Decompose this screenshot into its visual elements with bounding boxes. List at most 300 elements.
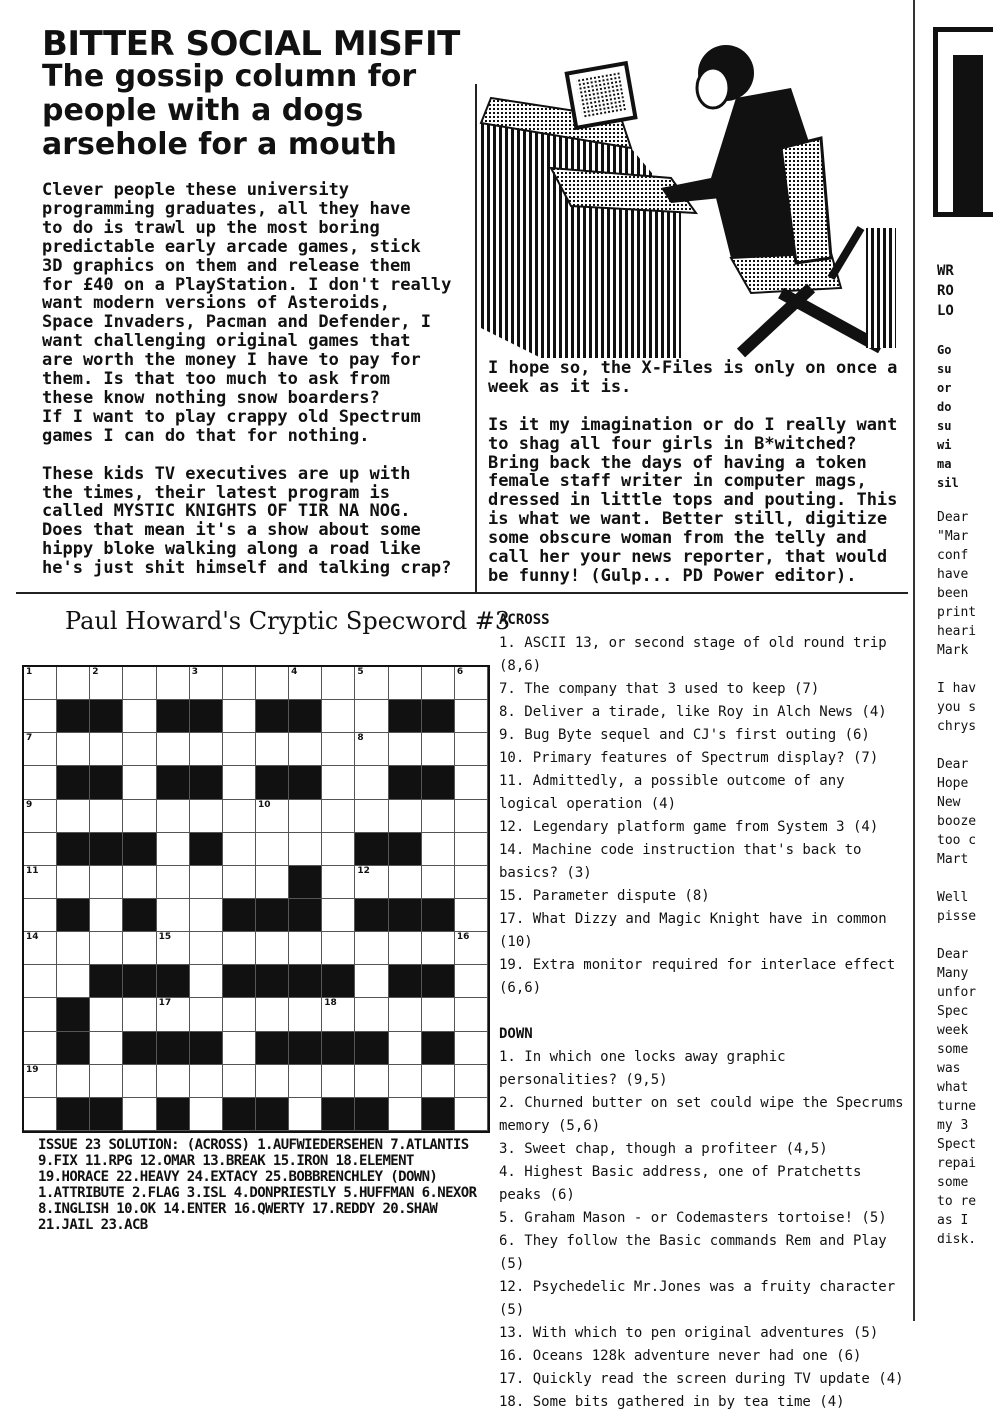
crossword-cell[interactable] xyxy=(190,998,223,1031)
crossword-block xyxy=(389,833,422,866)
crossword-cell[interactable] xyxy=(190,866,223,899)
adjacent-text-fragment: print xyxy=(937,605,977,620)
crossword-cell[interactable] xyxy=(322,700,355,733)
crossword-block xyxy=(190,700,223,733)
crossword-cell[interactable] xyxy=(123,667,156,700)
crossword-cell[interactable] xyxy=(322,667,355,700)
crossword-cell[interactable] xyxy=(455,998,488,1031)
adjacent-text-fragment: repai xyxy=(937,1156,977,1171)
crossword-cell[interactable] xyxy=(389,998,422,1031)
crossword-clue: 8. Deliver a tirade, like Roy in Alch News (4) xyxy=(499,704,887,720)
adjacent-text-fragment: have xyxy=(937,567,969,582)
crossword-cell[interactable] xyxy=(422,932,455,965)
crossword-cell[interactable] xyxy=(256,667,289,700)
adjacent-heading-fragment: LO xyxy=(937,303,954,319)
crossword-block xyxy=(90,766,123,799)
crossword-cell[interactable] xyxy=(57,800,90,833)
crossword-cell[interactable] xyxy=(90,733,123,766)
crossword-block xyxy=(57,1032,90,1065)
crossword-cell[interactable] xyxy=(355,800,388,833)
crossword-cell[interactable] xyxy=(289,1098,322,1131)
crossword-block xyxy=(223,1098,256,1131)
clue-number: 12 xyxy=(357,865,370,876)
adjacent-text-fragment: as I xyxy=(937,1213,969,1228)
crossword-block xyxy=(389,899,422,932)
crossword-block xyxy=(355,833,388,866)
crossword-cell[interactable] xyxy=(90,1065,123,1098)
crossword-cell[interactable] xyxy=(157,932,190,965)
crossword-cell[interactable] xyxy=(123,1098,156,1131)
crossword-cell[interactable] xyxy=(57,1065,90,1098)
crossword-cell[interactable] xyxy=(24,766,57,799)
column-headline: BITTER SOCIAL MISFIT xyxy=(42,24,460,64)
crossword-cell[interactable] xyxy=(24,1032,57,1065)
clue-number: 14 xyxy=(26,932,39,943)
clue-number: 15 xyxy=(158,932,172,943)
crossword-cell[interactable] xyxy=(455,1065,488,1098)
clue-number: 3 xyxy=(191,667,198,677)
adjacent-subheading-fragment: sil xyxy=(937,476,959,490)
crossword-cell[interactable] xyxy=(355,998,388,1031)
crossword-block xyxy=(355,1032,388,1065)
crossword-cell[interactable] xyxy=(355,733,388,766)
crossword-cell[interactable] xyxy=(157,667,190,700)
crossword-block xyxy=(57,899,90,932)
crossword-cell[interactable] xyxy=(389,1032,422,1065)
adjacent-text-fragment: Mark xyxy=(937,643,969,658)
crossword-block xyxy=(322,965,355,998)
crossword-cell[interactable] xyxy=(223,1032,256,1065)
adjacent-text-fragment: Many xyxy=(937,966,969,981)
crossword-cell[interactable] xyxy=(223,667,256,700)
crossword-block xyxy=(256,700,289,733)
crossword-cell[interactable] xyxy=(389,667,422,700)
crossword-block xyxy=(289,965,322,998)
crossword-cell[interactable] xyxy=(57,932,90,965)
clue-number: 1 xyxy=(26,667,33,677)
crossword-block xyxy=(90,965,123,998)
crossword-block xyxy=(157,700,190,733)
crossword-clue: 16. Oceans 128k adventure never had one (6) xyxy=(499,1348,862,1364)
crossword-cell[interactable] xyxy=(422,998,455,1031)
crossword-cell[interactable] xyxy=(355,932,388,965)
crossword-cell[interactable] xyxy=(455,766,488,799)
crossword-cell[interactable] xyxy=(123,733,156,766)
man-at-computer-illustration xyxy=(481,28,911,356)
crossword-cell[interactable] xyxy=(123,932,156,965)
across-heading: ACROSS xyxy=(499,612,550,628)
crossword-cell[interactable] xyxy=(90,998,123,1031)
previous-solution: ISSUE 23 SOLUTION: (ACROSS) 1.AUFWIEDERSEHEN 7.ATLANTIS 9.FIX 11.RPG 12.OMAR 13.BREAK 15.IRON 18.ELEMENT 19.HORACE 22.HEAVY 24.EXTACY 25.BOBBRENCHLEY (DOWN) 1.ATTRIBUTE 2.FLAG 3.ISL 4.DONPRIESTLY 5.HUFFMAN 6.NEXOR 8.INGLISH 10.OK 14.ENTER 16.QWERTY 17.REDDY 20.SHAW 21.JAIL 23.ACB xyxy=(38,1137,477,1233)
crossword-clue: 12. Psychedelic Mr.Jones was a fruity character (5) xyxy=(499,1279,896,1318)
crossword-cell[interactable] xyxy=(24,733,57,766)
crossword-block xyxy=(289,1032,322,1065)
crossword-cell[interactable] xyxy=(322,833,355,866)
crossword-cell[interactable] xyxy=(455,733,488,766)
adjacent-subheading-fragment: su xyxy=(937,362,952,376)
crossword-cell[interactable] xyxy=(389,866,422,899)
crossword-clue: 1. ASCII 13, or second stage of old round trip (8,6) xyxy=(499,635,887,674)
crossword-cell[interactable] xyxy=(24,833,57,866)
crossword-block xyxy=(422,1098,455,1131)
crossword-block xyxy=(223,899,256,932)
crossword-block xyxy=(289,700,322,733)
crossword-cell[interactable] xyxy=(455,667,488,700)
crossword-clue: 12. Legendary platform game from System 3 (4) xyxy=(499,819,879,835)
crossword-cell[interactable] xyxy=(223,998,256,1031)
crossword-cell[interactable] xyxy=(355,1065,388,1098)
crossword-block xyxy=(422,766,455,799)
crossword-cell[interactable] xyxy=(157,899,190,932)
crossword-clue: 4. Highest Basic address, one of Pratchetts peaks (6) xyxy=(499,1164,862,1203)
adjacent-text-fragment: been xyxy=(937,586,969,601)
crossword-block xyxy=(256,766,289,799)
crossword-cell[interactable] xyxy=(123,800,156,833)
crossword-cell[interactable] xyxy=(157,866,190,899)
column-subheading: The gossip column for people with a dogs arsehole for a mouth xyxy=(42,59,417,162)
crossword-cell[interactable] xyxy=(90,667,123,700)
crossword-cell[interactable] xyxy=(389,1098,422,1131)
clue-number: 16 xyxy=(456,932,470,943)
clue-number: 11 xyxy=(26,865,39,876)
crossword-block xyxy=(322,1098,355,1131)
adjacent-text-fragment: New xyxy=(937,795,961,810)
crossword-cell[interactable] xyxy=(289,733,322,766)
crossword-clue: 1. In which one locks away graphic personalities? (9,5) xyxy=(499,1049,786,1088)
crossword-cell[interactable] xyxy=(322,766,355,799)
crossword-cell[interactable] xyxy=(322,1065,355,1098)
crossword-cell[interactable] xyxy=(422,800,455,833)
down-heading: DOWN xyxy=(499,1026,533,1042)
section-divider xyxy=(16,592,908,594)
crossword-cell[interactable] xyxy=(455,899,488,932)
crossword-block xyxy=(389,700,422,733)
adjacent-text-fragment: turne xyxy=(937,1099,977,1114)
adjacent-heading-fragment: RO xyxy=(937,283,954,299)
crossword-cell[interactable] xyxy=(355,667,388,700)
crossword-block xyxy=(157,1098,190,1131)
adjacent-subheading-fragment: or xyxy=(937,381,952,395)
crossword-cell[interactable] xyxy=(90,866,123,899)
crossword-cell[interactable] xyxy=(422,833,455,866)
crossword-block xyxy=(57,833,90,866)
crossword-cell[interactable] xyxy=(24,667,57,700)
adjacent-subheading-fragment: Go xyxy=(937,343,952,357)
crossword-cell[interactable] xyxy=(90,800,123,833)
crossword-clues xyxy=(499,609,909,1414)
crossword-cell[interactable] xyxy=(223,833,256,866)
crossword-cell[interactable] xyxy=(24,932,57,965)
crossword-clue: 3. Sweet chap, though a profiteer (4,5) xyxy=(499,1141,828,1157)
crossword-cell[interactable] xyxy=(455,932,488,965)
adjacent-subheading-fragment: su xyxy=(937,419,952,433)
crossword-cell[interactable] xyxy=(355,700,388,733)
crossword-cell[interactable] xyxy=(289,833,322,866)
adjacent-subheading-fragment: do xyxy=(937,400,952,414)
crossword-cell[interactable] xyxy=(123,866,156,899)
crossword-title: Paul Howard's Cryptic Specword #3 xyxy=(65,607,511,635)
adjacent-text-fragment: to re xyxy=(937,1194,977,1209)
adjacent-page-edge xyxy=(913,0,977,1321)
crossword-block xyxy=(289,866,322,899)
adjacent-text-fragment: I hav xyxy=(937,681,977,696)
clue-number: 13 xyxy=(257,898,271,909)
clue-number: 19 xyxy=(26,1064,39,1075)
crossword-block xyxy=(355,1098,388,1131)
crossword-clue: 6. They follow the Basic commands Rem and Play (5) xyxy=(499,1233,887,1272)
adjacent-text-fragment: "Mar xyxy=(937,529,969,544)
crossword-cell[interactable] xyxy=(256,1065,289,1098)
crossword-block xyxy=(322,1032,355,1065)
crossword-block xyxy=(256,1098,289,1131)
adjacent-text-fragment: chrys xyxy=(937,719,977,734)
crossword-cell[interactable] xyxy=(190,667,223,700)
crossword-block xyxy=(422,965,455,998)
crossword-cell[interactable] xyxy=(322,932,355,965)
crossword-block xyxy=(223,965,256,998)
crossword-block xyxy=(422,899,455,932)
crossword-cell[interactable] xyxy=(223,766,256,799)
crossword-cell[interactable] xyxy=(190,733,223,766)
crossword-clue: 7. The company that 3 used to keep (7) xyxy=(499,681,820,697)
crossword-cell[interactable] xyxy=(389,932,422,965)
crossword-block xyxy=(256,965,289,998)
crossword-block xyxy=(389,766,422,799)
crossword-grid xyxy=(22,665,490,1133)
crossword-cell[interactable] xyxy=(455,700,488,733)
crossword-block xyxy=(289,899,322,932)
crossword-cell[interactable] xyxy=(422,1065,455,1098)
left-column-text: Clever people these university programming graduates, all they have to do is trawl up the most boring predictable early arcade games, stick 3D graphics on them and release them for £40 on a PlayStation. I don't really want modern versions of Asteroids, Space Invaders, Pacman and Defender, I want challenging original games that are worth the money I have to pay for them. Is that too much to ask from these know nothing snow boarders? If I want to play crappy old Spectrum games I can do that for nothing. These kids TV executives are up with the times, their latest program is called MYSTIC KNIGHTS OF TIR NA NOG. Does that mean it's a show about some hippy bloke walking along a road like he's just shit himself and talking crap? xyxy=(42,180,452,579)
crossword-cell[interactable] xyxy=(223,800,256,833)
crossword-cell[interactable] xyxy=(223,1065,256,1098)
crossword-cell[interactable] xyxy=(190,800,223,833)
right-column-text: I hope so, the X-Files is only on once a week as it is. Is it my imagination or do I really want to shag all four girls in B*witched? Bring back the days of having a token female staff writer in computer mags, dressed in little tops and pouting. This is what we want. Better still, digitize some obscure woman from the telly and call her your news reporter, that would be funny! (Gulp... PD Power editor). xyxy=(488,358,898,586)
crossword-cell[interactable] xyxy=(455,1032,488,1065)
crossword-cell[interactable] xyxy=(256,932,289,965)
crossword-clue: 13. With which to pen original adventures (5) xyxy=(499,1325,879,1341)
crossword-cell[interactable] xyxy=(57,667,90,700)
crossword-cell[interactable] xyxy=(157,833,190,866)
adjacent-text-fragment: disk. xyxy=(937,1232,977,1247)
crossword-cell[interactable] xyxy=(289,667,322,700)
crossword-cell[interactable] xyxy=(289,800,322,833)
crossword-block xyxy=(90,1098,123,1131)
crossword-cell[interactable] xyxy=(157,733,190,766)
crossword-cell[interactable] xyxy=(123,700,156,733)
column-divider xyxy=(475,84,477,592)
adjacent-text-fragment: some xyxy=(937,1175,969,1190)
crossword-cell[interactable] xyxy=(190,1065,223,1098)
crossword-cell[interactable] xyxy=(355,866,388,899)
crossword-cell[interactable] xyxy=(256,800,289,833)
crossword-cell[interactable] xyxy=(90,899,123,932)
crossword-cell[interactable] xyxy=(322,800,355,833)
crossword-cell[interactable] xyxy=(422,733,455,766)
crossword-cell[interactable] xyxy=(455,800,488,833)
crossword-clue: 2. Churned butter on set could wipe the Specrums memory (5,6) xyxy=(499,1095,904,1134)
crossword-cell[interactable] xyxy=(223,700,256,733)
crossword-cell[interactable] xyxy=(24,998,57,1031)
crossword-cell[interactable] xyxy=(455,965,488,998)
adjacent-text-fragment: Dear xyxy=(937,510,969,525)
adjacent-text-fragment: unfor xyxy=(937,985,977,1000)
crossword-clue: 5. Graham Mason - or Codemasters tortoise! (5) xyxy=(499,1210,887,1226)
crossword-cell[interactable] xyxy=(322,866,355,899)
crossword-cell[interactable] xyxy=(455,833,488,866)
crossword-cell[interactable] xyxy=(256,998,289,1031)
crossword-cell[interactable] xyxy=(223,866,256,899)
clue-number: 7 xyxy=(26,733,33,744)
crossword-block xyxy=(123,899,156,932)
crossword-cell[interactable] xyxy=(57,866,90,899)
crossword-cell[interactable] xyxy=(256,733,289,766)
crossword-clue: 14. Machine code instruction that's back to basics? (3) xyxy=(499,842,862,881)
crossword-block xyxy=(57,766,90,799)
crossword-block xyxy=(57,998,90,1031)
clue-number: 5 xyxy=(357,667,364,677)
adjacent-text-fragment: Hope xyxy=(937,776,969,791)
adjacent-text-fragment: Dear xyxy=(937,757,969,772)
crossword-block xyxy=(256,899,289,932)
adjacent-text-fragment: you s xyxy=(937,700,977,715)
crossword-clue: 17. Quickly read the screen during TV update (4) xyxy=(499,1371,904,1387)
crossword-block xyxy=(57,1098,90,1131)
adjacent-text-fragment: Spect xyxy=(937,1137,977,1152)
adjacent-text-fragment: Mart xyxy=(937,852,969,867)
crossword-cell[interactable] xyxy=(322,899,355,932)
clue-number: 8 xyxy=(357,733,364,744)
adjacent-text-fragment: Well xyxy=(937,890,969,905)
crossword-clue: 9. Bug Byte sequel and CJ's first outing (6) xyxy=(499,727,870,743)
adjacent-subheading-fragment: ma xyxy=(937,457,952,471)
crossword-block xyxy=(90,833,123,866)
adjacent-subheading-fragment: wi xyxy=(937,438,952,452)
crossword-cell[interactable] xyxy=(157,1065,190,1098)
adjacent-text-fragment: week xyxy=(937,1023,969,1038)
crossword-cell[interactable] xyxy=(90,932,123,965)
crossword-cell[interactable] xyxy=(289,932,322,965)
clue-number: 9 xyxy=(26,799,33,810)
crossword-cell[interactable] xyxy=(355,766,388,799)
crossword-clue: 19. Extra monitor required for interlace effect (6,6) xyxy=(499,957,896,996)
crossword-clue: 18. Some bits gathered in by tea time (4) xyxy=(499,1394,845,1410)
crossword-cell[interactable] xyxy=(190,1098,223,1131)
clue-number: 17 xyxy=(158,998,172,1009)
crossword-block xyxy=(355,899,388,932)
crossword-cell[interactable] xyxy=(24,700,57,733)
crossword-cell[interactable] xyxy=(256,866,289,899)
crossword-cell[interactable] xyxy=(190,965,223,998)
crossword-cell[interactable] xyxy=(455,1098,488,1131)
crossword-cell[interactable] xyxy=(223,932,256,965)
adjacent-text-fragment: Spec xyxy=(937,1004,969,1019)
adjacent-text-fragment: conf xyxy=(937,548,969,563)
crossword-block xyxy=(157,965,190,998)
clue-number: 18 xyxy=(324,998,337,1009)
crossword-cell[interactable] xyxy=(190,932,223,965)
crossword-block xyxy=(123,965,156,998)
crossword-cell[interactable] xyxy=(322,733,355,766)
crossword-block xyxy=(57,700,90,733)
adjacent-text-fragment: was xyxy=(937,1061,961,1076)
across-clue-list xyxy=(499,632,909,1000)
crossword-cell[interactable] xyxy=(289,998,322,1031)
adjacent-text-fragment: booze xyxy=(937,814,977,829)
crossword-cell[interactable] xyxy=(157,998,190,1031)
adjacent-text-fragment: Dear xyxy=(937,947,969,962)
crossword-cell[interactable] xyxy=(157,800,190,833)
clue-number: 2 xyxy=(92,667,99,677)
crossword-cell[interactable] xyxy=(24,1098,57,1131)
crossword-block xyxy=(190,1032,223,1065)
crossword-block xyxy=(422,700,455,733)
crossword-cell[interactable] xyxy=(123,998,156,1031)
crossword-block xyxy=(123,833,156,866)
clue-number: 4 xyxy=(291,667,298,677)
adjacent-text-fragment: some xyxy=(937,1042,969,1057)
crossword-clue: 17. What Dizzy and Magic Knight have in common (10) xyxy=(499,911,887,950)
adjacent-text-fragment: what xyxy=(937,1080,969,1095)
clue-number: 6 xyxy=(456,667,464,677)
adjacent-text-fragment: too c xyxy=(937,833,977,848)
crossword-cell[interactable] xyxy=(422,866,455,899)
crossword-cell[interactable] xyxy=(223,733,256,766)
crossword-block xyxy=(157,766,190,799)
crossword-cell[interactable] xyxy=(90,1032,123,1065)
crossword-clue: 10. Primary features of Spectrum display? (7) xyxy=(499,750,879,766)
crossword-cell[interactable] xyxy=(389,800,422,833)
crossword-cell[interactable] xyxy=(123,766,156,799)
crossword-block xyxy=(389,965,422,998)
crossword-block xyxy=(90,700,123,733)
crossword-cell[interactable] xyxy=(455,866,488,899)
adjacent-text-fragment: pisse xyxy=(937,909,977,924)
adjacent-page-logo-letter xyxy=(953,55,983,215)
crossword-cell[interactable] xyxy=(422,667,455,700)
crossword-clue: 15. Parameter dispute (8) xyxy=(499,888,710,904)
crossword-block xyxy=(190,833,223,866)
crossword-cell[interactable] xyxy=(190,899,223,932)
crossword-cell[interactable] xyxy=(24,1065,57,1098)
crossword-cell[interactable] xyxy=(389,1065,422,1098)
crossword-block xyxy=(289,766,322,799)
crossword-cell[interactable] xyxy=(24,866,57,899)
crossword-cell[interactable] xyxy=(24,899,57,932)
crossword-block xyxy=(123,1032,156,1065)
down-clue-list xyxy=(499,1046,909,1414)
crossword-cell[interactable] xyxy=(24,800,57,833)
crossword-cell[interactable] xyxy=(322,998,355,1031)
crossword-cell[interactable] xyxy=(57,733,90,766)
crossword-block xyxy=(157,1032,190,1065)
crossword-cell[interactable] xyxy=(355,965,388,998)
crossword-cell[interactable] xyxy=(24,965,57,998)
crossword-block xyxy=(422,1032,455,1065)
clue-number: 10 xyxy=(257,799,271,810)
adjacent-heading-fragment: WR xyxy=(937,263,954,279)
crossword-clue: 11. Admittedly, a possible outcome of any logical operation (4) xyxy=(499,773,845,812)
crossword-cell[interactable] xyxy=(389,733,422,766)
crossword-cell[interactable] xyxy=(57,965,90,998)
crossword-cell[interactable] xyxy=(123,1065,156,1098)
adjacent-text-fragment: heari xyxy=(937,624,977,639)
crossword-cell[interactable] xyxy=(289,1065,322,1098)
crossword-block xyxy=(190,766,223,799)
adjacent-text-fragment: my 3 xyxy=(937,1118,969,1133)
crossword-block xyxy=(256,1032,289,1065)
crossword-cell[interactable] xyxy=(256,833,289,866)
